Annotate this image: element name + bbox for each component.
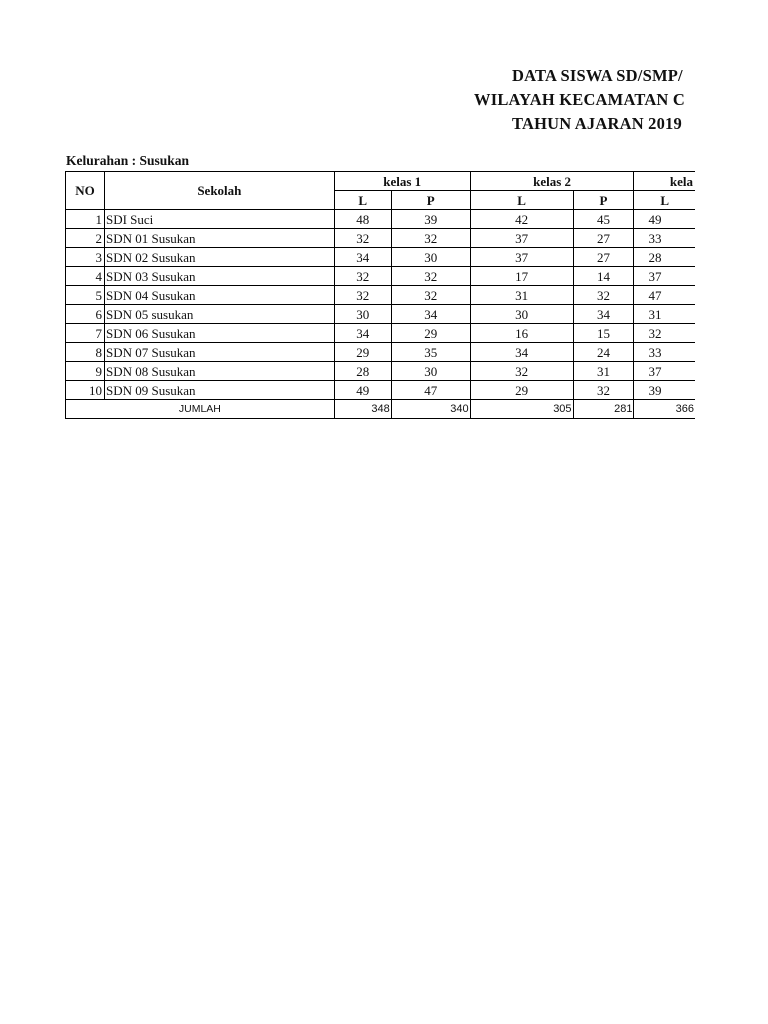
- row-number: 5: [66, 286, 105, 305]
- row-number: 4: [66, 267, 105, 286]
- school-name: SDN 05 susukan: [104, 305, 334, 324]
- title-line-2-text: WILAYAH KECAMATAN C: [474, 90, 685, 109]
- school-name: SDN 09 Susukan: [104, 381, 334, 400]
- header-kelas-3: kela: [634, 172, 695, 191]
- school-name: SDN 04 Susukan: [104, 286, 334, 305]
- count-cell: 14: [573, 267, 634, 286]
- count-cell: 28: [634, 248, 695, 267]
- count-cell: 32: [334, 229, 391, 248]
- count-cell: 29: [334, 343, 391, 362]
- total-row: [66, 400, 696, 419]
- count-cell: 34: [334, 324, 391, 343]
- table-row: [66, 286, 696, 305]
- header-sub-p2: P: [573, 191, 634, 210]
- count-cell: 47: [391, 381, 470, 400]
- table-row: [66, 305, 696, 324]
- table-row: [66, 343, 696, 362]
- table-row: [66, 248, 696, 267]
- count-cell: 15: [573, 324, 634, 343]
- count-cell: 16: [470, 324, 573, 343]
- count-cell: 32: [470, 362, 573, 381]
- total-cell: 366: [634, 400, 695, 419]
- title-line-3-text: TAHUN AJARAN 2019: [512, 114, 682, 133]
- count-cell: 34: [470, 343, 573, 362]
- row-number: 10: [66, 381, 105, 400]
- count-cell: 39: [391, 210, 470, 229]
- count-cell: 37: [470, 248, 573, 267]
- total-cell: 340: [391, 400, 470, 419]
- count-cell: 31: [470, 286, 573, 305]
- school-name: SDN 08 Susukan: [104, 362, 334, 381]
- count-cell: 27: [573, 248, 634, 267]
- school-name: SDN 03 Susukan: [104, 267, 334, 286]
- row-number: 7: [66, 324, 105, 343]
- header-sub-p1: P: [391, 191, 470, 210]
- count-cell: 31: [573, 362, 634, 381]
- total-cell: 281: [573, 400, 634, 419]
- table-row: [66, 229, 696, 248]
- count-cell: 34: [391, 305, 470, 324]
- row-number: 9: [66, 362, 105, 381]
- count-cell: 29: [391, 324, 470, 343]
- table-row: [66, 210, 696, 229]
- table-body: [66, 210, 696, 400]
- count-cell: 30: [391, 362, 470, 381]
- count-cell: 48: [334, 210, 391, 229]
- count-cell: 34: [334, 248, 391, 267]
- count-cell: 35: [391, 343, 470, 362]
- row-number: 2: [66, 229, 105, 248]
- school-name: SDN 06 Susukan: [104, 324, 334, 343]
- school-name: SDN 01 Susukan: [104, 229, 334, 248]
- count-cell: 32: [334, 286, 391, 305]
- count-cell: 49: [634, 210, 695, 229]
- table-row: [66, 381, 696, 400]
- row-number: 6: [66, 305, 105, 324]
- count-cell: 32: [391, 267, 470, 286]
- table-row: [66, 267, 696, 286]
- count-cell: 31: [634, 305, 695, 324]
- total-label: JUMLAH: [66, 400, 335, 419]
- school-name: SDN 07 Susukan: [104, 343, 334, 362]
- school-name: SDI Suci: [104, 210, 334, 229]
- kelurahan-label: Kelurahan : Susukan: [66, 153, 190, 168]
- row-number: 8: [66, 343, 105, 362]
- count-cell: 37: [470, 229, 573, 248]
- count-cell: 30: [334, 305, 391, 324]
- title-line-1-text: DATA SISWA SD/SMP/: [512, 66, 683, 85]
- row-number: 3: [66, 248, 105, 267]
- header-row-1: [66, 172, 696, 191]
- count-cell: 42: [470, 210, 573, 229]
- count-cell: 33: [634, 229, 695, 248]
- count-cell: 32: [334, 267, 391, 286]
- student-table: [65, 171, 695, 419]
- school-name: SDN 02 Susukan: [104, 248, 334, 267]
- table-row: [66, 362, 696, 381]
- count-cell: 29: [470, 381, 573, 400]
- header-school: Sekolah: [104, 172, 334, 210]
- count-cell: 39: [634, 381, 695, 400]
- count-cell: 34: [573, 305, 634, 324]
- count-cell: 28: [334, 362, 391, 381]
- count-cell: 32: [573, 381, 634, 400]
- count-cell: 33: [634, 343, 695, 362]
- count-cell: 32: [391, 229, 470, 248]
- count-cell: 30: [470, 305, 573, 324]
- count-cell: 37: [634, 267, 695, 286]
- table-row: [66, 324, 696, 343]
- total-cell: 305: [470, 400, 573, 419]
- count-cell: 27: [573, 229, 634, 248]
- header-no: NO: [66, 172, 105, 210]
- count-cell: 32: [634, 324, 695, 343]
- header-kelas-1: kelas 1: [334, 172, 470, 191]
- header-sub-l3: L: [634, 191, 695, 210]
- count-cell: 24: [573, 343, 634, 362]
- count-cell: 32: [391, 286, 470, 305]
- count-cell: 17: [470, 267, 573, 286]
- total-cell: 348: [334, 400, 391, 419]
- count-cell: 45: [573, 210, 634, 229]
- header-sub-l2: L: [470, 191, 573, 210]
- header-kelas-2: kelas 2: [470, 172, 634, 191]
- count-cell: 32: [573, 286, 634, 305]
- count-cell: 47: [634, 286, 695, 305]
- count-cell: 37: [634, 362, 695, 381]
- count-cell: 49: [334, 381, 391, 400]
- row-number: 1: [66, 210, 105, 229]
- header-sub-l1: L: [334, 191, 391, 210]
- count-cell: 30: [391, 248, 470, 267]
